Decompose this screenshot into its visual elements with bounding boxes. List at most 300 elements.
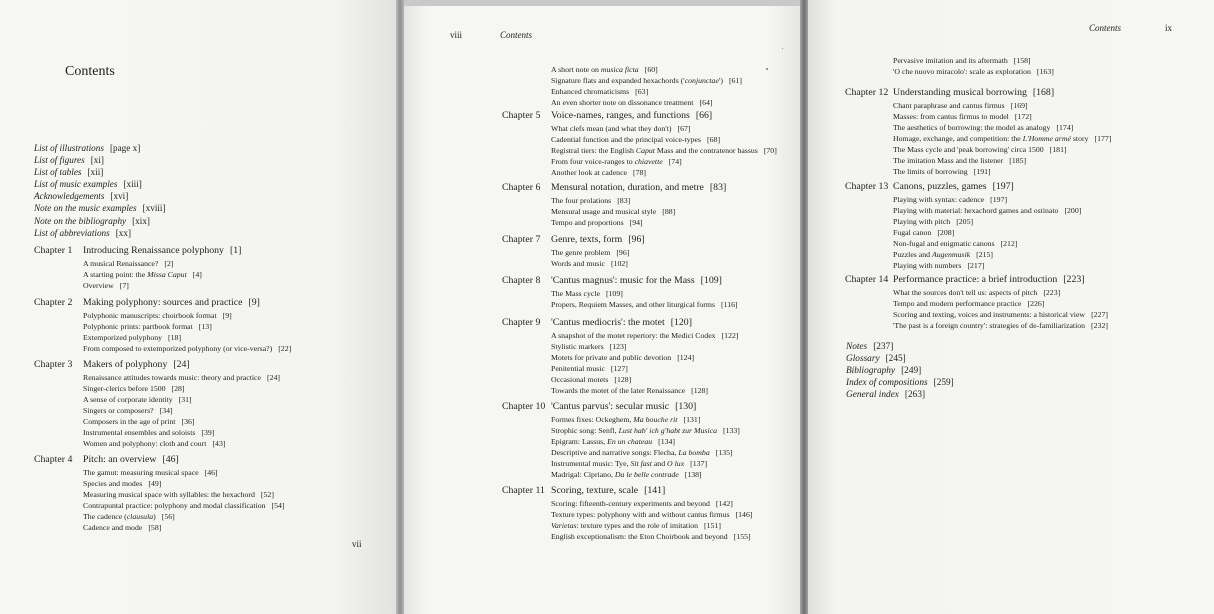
chapter-page: [120] — [670, 317, 692, 328]
entry-title: List of illustrations — [34, 143, 104, 153]
chapter-title-text: Voice-names, ranges, and functions — [551, 110, 690, 121]
section-title-part: L'Homme armé — [1022, 134, 1071, 143]
section-page: [102] — [610, 259, 628, 268]
chapter-page: [96] — [628, 234, 645, 245]
chapter-title-text: Scoring, texture, scale — [551, 485, 639, 496]
section-page: [208] — [937, 228, 955, 237]
chapter-title-text: Introducing Renaissance polyphony — [83, 245, 224, 256]
section-list — [893, 194, 1081, 271]
entry-page: [xix] — [132, 215, 150, 226]
front-matter-entry[interactable] — [34, 142, 166, 154]
section-title-part: Contrapuntal practice: polyphony and modal classification — [83, 501, 266, 510]
section-title-part: The Mass cycle — [551, 289, 600, 298]
middle-page — [404, 6, 800, 614]
section-title-part: A short note on — [551, 65, 601, 74]
entry-page: [xx] — [115, 227, 132, 238]
entry-title: Notes — [846, 342, 868, 352]
section-page: [96] — [616, 248, 630, 257]
entry-page: [xiii] — [123, 179, 142, 190]
section-title-part: Enhanced chromaticisms — [551, 87, 630, 96]
section-entry[interactable] — [83, 438, 280, 449]
section-entry[interactable] — [551, 134, 777, 145]
section-list — [83, 310, 291, 354]
section-page: [133] — [723, 426, 740, 435]
chapter-label: Chapter 6 — [502, 182, 541, 193]
section-title-part: Another look at cadence — [551, 168, 627, 177]
section-entry[interactable] — [83, 372, 280, 383]
section-page: [78] — [633, 168, 646, 177]
section-page: [191] — [973, 167, 991, 176]
section-entry[interactable] — [551, 247, 629, 258]
section-title-part: Occasional motets — [551, 375, 609, 384]
entry-page: [xvi] — [110, 191, 129, 202]
section-list — [551, 330, 738, 396]
section-title-part: Lust hab' ich g'habt zur Musica — [618, 426, 717, 435]
section-entry[interactable] — [893, 194, 1081, 205]
section-list — [893, 287, 1108, 331]
section-entry[interactable] — [893, 249, 1081, 260]
entry-title: List of abbreviations — [34, 227, 110, 238]
section-entry[interactable] — [551, 86, 742, 97]
paper-speck — [766, 68, 768, 70]
chapter-page: [197] — [992, 181, 1014, 192]
section-entry[interactable] — [551, 75, 742, 86]
section-title-part: O lux — [667, 459, 685, 468]
section-page: [151] — [704, 521, 721, 530]
front-matter-list — [34, 142, 166, 239]
chapter-title-text: 'Cantus magnus': music for the Mass — [551, 275, 695, 286]
section-entry[interactable] — [83, 511, 285, 522]
section-entry[interactable] — [551, 363, 738, 374]
chapter-label: Chapter 3 — [34, 359, 73, 370]
section-entry[interactable] — [893, 216, 1081, 227]
right-page — [808, 0, 1214, 614]
back-matter-entry[interactable] — [846, 341, 954, 353]
section-title-part: Species and modes — [83, 479, 143, 488]
chapter-label: Chapter 9 — [502, 317, 541, 328]
section-page: [127] — [610, 364, 628, 373]
section-title-part: Homage, exchange, and competition: the — [893, 134, 1023, 143]
chapter-title[interactable] — [83, 454, 179, 465]
section-title-part: The limits of borrowing — [893, 167, 968, 176]
section-entry[interactable] — [551, 498, 752, 509]
section-list — [551, 498, 752, 542]
section-page: [43] — [212, 439, 226, 448]
section-title-part: ) — [153, 512, 156, 521]
section-entry[interactable] — [551, 414, 740, 425]
section-page: [223] — [1043, 288, 1061, 297]
section-title-part: ') — [718, 76, 723, 85]
section-title-part: Playing with material: hexachord games and ostinato — [893, 206, 1059, 215]
section-entry[interactable] — [551, 436, 740, 447]
section-entry[interactable] — [83, 258, 202, 269]
section-title-part: A starting point: the — [83, 270, 148, 279]
section-title-part: The gamut: measuring musical space — [83, 468, 199, 477]
section-entry[interactable] — [83, 310, 291, 321]
section-entry[interactable] — [551, 64, 742, 75]
section-page: [185] — [1009, 156, 1027, 165]
section-entry[interactable] — [551, 469, 740, 480]
section-list — [83, 372, 280, 449]
chapter-label: Chapter 7 — [502, 234, 541, 245]
chapter-page: [168] — [1032, 87, 1055, 98]
section-entry[interactable] — [551, 509, 752, 520]
section-list — [83, 467, 285, 533]
back-matter-list — [846, 341, 954, 401]
section-title-part: Mensural usage and musical style — [551, 207, 657, 216]
entry-title: Acknowledgements — [34, 191, 105, 202]
section-list — [551, 288, 738, 310]
chapter-title[interactable] — [83, 297, 260, 308]
section-entry[interactable] — [551, 156, 777, 167]
section-title-part: Non-fugal and enigmatic canons — [893, 239, 995, 248]
section-entry[interactable] — [551, 167, 777, 178]
entry-page: [245] — [885, 354, 906, 365]
section-page: [177] — [1094, 134, 1112, 143]
section-title-part: Tempo and proportions — [551, 218, 624, 227]
section-list — [893, 100, 1111, 177]
section-page: [36] — [181, 417, 195, 426]
section-title-part: Registral tiers: the English — [551, 146, 636, 155]
front-matter-entry[interactable] — [34, 178, 166, 190]
section-page: [58] — [148, 523, 162, 532]
chapter-label: Chapter 12 — [845, 87, 889, 98]
section-page: [142] — [715, 499, 733, 508]
entry-page: [237] — [873, 342, 894, 352]
section-list — [551, 195, 675, 228]
section-entry[interactable] — [83, 269, 202, 280]
section-title-part: A snapshot of the motet repertory: the Medici Codex — [551, 331, 716, 340]
section-page: [94] — [629, 218, 643, 227]
section-page: [138] — [684, 470, 702, 479]
section-page: [83] — [617, 196, 631, 205]
section-entry[interactable] — [893, 122, 1111, 133]
chapter-title-text: 'Cantus mediocris': the motet — [551, 317, 665, 328]
entry-page: [259] — [933, 378, 954, 389]
section-title-part: Tempo and modern performance practice — [893, 299, 1022, 308]
chapter-title[interactable] — [893, 87, 1054, 98]
section-page: [52] — [260, 490, 274, 499]
section-title-part: La bomba — [678, 448, 710, 457]
section-title-part: Formes fixes: Ockeghem, — [551, 415, 634, 424]
section-entry[interactable] — [893, 133, 1111, 144]
section-entry[interactable] — [893, 287, 1108, 298]
section-entry[interactable] — [551, 385, 738, 396]
section-page: [70] — [763, 146, 777, 155]
running-head: Contents — [1089, 23, 1122, 33]
section-entry[interactable] — [551, 195, 675, 206]
section-page: [122] — [721, 331, 739, 340]
chapter-title[interactable] — [551, 110, 712, 121]
section-entry[interactable] — [83, 416, 280, 427]
chapter-title-text: Performance practice: a brief introduction — [893, 274, 1058, 285]
section-title-part: Sit fast — [630, 459, 652, 468]
section-title-part: Playing with syntax: cadence — [893, 195, 985, 204]
entry-page: [page x] — [109, 143, 141, 153]
section-title-part: Texture types: polyphony with and without cantus firmus — [551, 510, 730, 519]
section-entry[interactable] — [893, 166, 1111, 177]
chapter-title-text: Makers of polyphony — [83, 359, 168, 370]
section-entry[interactable] — [893, 100, 1111, 111]
section-entry[interactable] — [83, 522, 285, 533]
chapter-title-text: Genre, texts, form — [551, 234, 623, 245]
section-title-part: Singer-clerics before 1500 — [83, 384, 166, 393]
section-page: [227] — [1091, 310, 1108, 319]
entry-title: Note on the bibliography — [34, 215, 127, 226]
section-entry[interactable] — [893, 260, 1081, 271]
chapter-title-text: Canons, puzzles, games — [893, 181, 987, 192]
chapter-label: Chapter 1 — [34, 245, 73, 256]
section-entry[interactable] — [893, 238, 1081, 249]
section-title-part: chiavette — [634, 157, 663, 166]
section-title-part: Chant paraphrase and cantus firmus — [893, 101, 1005, 110]
book-gutter — [396, 0, 404, 614]
section-page: [34] — [159, 406, 173, 415]
section-entry[interactable] — [893, 320, 1108, 331]
section-page: [4] — [192, 270, 202, 279]
section-entry[interactable] — [83, 332, 291, 343]
section-title-part: Cadential function and the principal voice-types — [551, 135, 702, 144]
section-title-part: Cadence and mode — [83, 523, 143, 532]
section-page: [163] — [1036, 67, 1054, 76]
section-entry[interactable] — [551, 217, 675, 228]
chapter-title[interactable] — [551, 485, 665, 496]
section-title-part: The aesthetics of borrowing: the model as analogy — [893, 123, 1051, 132]
continued-section-list — [551, 64, 742, 108]
chapter-title[interactable] — [83, 245, 241, 256]
section-title-part: What the sources don't tell us: aspects of pitch — [893, 288, 1038, 297]
section-entry[interactable] — [551, 206, 675, 217]
section-page: [22] — [278, 344, 292, 353]
section-entry[interactable] — [551, 458, 740, 469]
chapter-title[interactable] — [893, 181, 1014, 192]
entry-page: [249] — [901, 366, 922, 377]
chapter-title-text: Pitch: an overview — [83, 454, 157, 465]
page-folio: viii — [450, 30, 463, 40]
section-entry[interactable] — [551, 97, 742, 108]
chapter-label: Chapter 5 — [502, 110, 541, 121]
section-title-part: Instrumental ensembles and soloists — [83, 428, 196, 437]
chapter-page: [9] — [248, 297, 260, 308]
section-entry[interactable] — [893, 155, 1111, 166]
entry-title: Bibliography — [846, 366, 896, 377]
running-head: Contents — [500, 30, 533, 40]
section-page: [68] — [707, 135, 721, 144]
back-matter-entry[interactable] — [846, 365, 954, 377]
section-title-part: Scoring and texting, voices and instruments: a historical view — [893, 310, 1086, 319]
section-entry[interactable] — [551, 341, 738, 352]
section-title-part: Masses: from cantus firmus to model — [893, 112, 1009, 121]
section-title-part: Puzzles and — [893, 250, 932, 259]
section-entry[interactable] — [551, 258, 629, 269]
section-page: [215] — [976, 250, 993, 259]
section-page: [135] — [715, 448, 733, 457]
section-title-part: conjunctae — [684, 76, 719, 85]
chapter-label: Chapter 8 — [502, 275, 541, 286]
section-entry[interactable] — [551, 299, 738, 310]
chapter-title[interactable] — [551, 182, 726, 193]
section-entry[interactable] — [83, 280, 202, 291]
front-matter-entry[interactable] — [34, 227, 166, 239]
back-matter-entry[interactable] — [846, 389, 954, 401]
back-matter-entry[interactable] — [846, 377, 954, 389]
chapter-label: Chapter 14 — [845, 274, 889, 285]
section-title-part: Instrumental music: Tye, — [551, 459, 631, 468]
section-title-part: Women and polyphony: cloth and court — [83, 439, 207, 448]
section-title-part: Towards the motet of the later Renaissance — [551, 386, 686, 395]
chapter-title[interactable] — [551, 234, 645, 245]
section-entry[interactable] — [83, 427, 280, 438]
chapter-title[interactable] — [83, 359, 190, 370]
section-title-part: En un chateau — [607, 437, 653, 446]
chapter-page: [83] — [709, 182, 727, 193]
chapter-page: [46] — [162, 454, 179, 465]
section-title-part: Signature flats and expanded hexachords (' — [551, 76, 685, 85]
entry-title: List of figures — [34, 155, 85, 166]
section-page: [7] — [119, 281, 129, 290]
section-title-part: Playing with pitch — [893, 217, 951, 226]
front-matter-entry[interactable] — [34, 166, 166, 178]
section-page: [64] — [699, 98, 713, 107]
page-title: Contents — [65, 64, 115, 79]
section-title-part: A musical Renaissance? — [83, 259, 159, 268]
section-title-part: Da le belle contrade — [614, 470, 679, 479]
entry-page: [xi] — [90, 155, 104, 166]
chapter-title[interactable] — [551, 317, 692, 328]
chapter-title-text: 'Cantus parvus': secular music — [551, 401, 670, 412]
section-page: [155] — [733, 532, 751, 541]
section-entry[interactable] — [551, 330, 738, 341]
section-title-part: Stylistic markers — [551, 342, 604, 351]
section-title-part: An even shorter note on dissonance treatment — [551, 98, 694, 107]
section-title-part: Ma bouche rit — [633, 415, 678, 424]
section-entry[interactable] — [893, 111, 1111, 122]
section-title-part: Extemporized polyphony — [83, 333, 163, 342]
section-title-part: Varietas — [551, 521, 577, 530]
chapter-label: Chapter 13 — [845, 181, 889, 192]
front-matter-entry[interactable] — [34, 190, 166, 202]
chapter-page: [130] — [675, 401, 697, 412]
section-page: [61] — [728, 76, 742, 85]
section-page: [197] — [990, 195, 1008, 204]
section-entry[interactable] — [893, 227, 1081, 238]
section-entry[interactable] — [83, 383, 280, 394]
paper-speck — [782, 48, 783, 49]
continued-section-list — [893, 55, 1054, 77]
section-page: [28] — [171, 384, 185, 393]
front-matter-entry[interactable] — [34, 215, 166, 227]
section-list — [83, 258, 202, 291]
section-title-part: Polyphonic manuscripts: choirbook format — [83, 311, 217, 320]
entry-title: List of music examples — [34, 179, 118, 190]
section-entry[interactable] — [551, 288, 738, 299]
back-matter-entry[interactable] — [846, 353, 954, 365]
section-page: [18] — [168, 333, 182, 342]
section-page: [2] — [164, 259, 174, 268]
section-entry[interactable] — [83, 394, 280, 405]
section-page: [146] — [735, 510, 753, 519]
section-entry[interactable] — [83, 467, 285, 478]
section-entry[interactable] — [83, 500, 285, 511]
section-page: [39] — [201, 428, 215, 437]
section-entry[interactable] — [551, 374, 738, 385]
section-page: [124] — [677, 353, 695, 362]
section-title-part: 'O che nuovo miracolo': scale as exploration — [893, 67, 1031, 76]
section-entry[interactable] — [551, 425, 740, 436]
section-title-part: Composers in the age of print — [83, 417, 176, 426]
section-page: [74] — [668, 157, 682, 166]
section-page: [24] — [266, 373, 280, 382]
section-entry[interactable] — [893, 309, 1108, 320]
section-title-part: Missa Caput — [147, 270, 187, 279]
section-entry[interactable] — [551, 447, 740, 458]
chapter-title[interactable] — [551, 275, 722, 286]
chapter-label: Chapter 10 — [502, 401, 546, 412]
section-entry[interactable] — [551, 352, 738, 363]
section-page: [56] — [161, 512, 175, 521]
section-title-part: Overview — [83, 281, 114, 290]
section-page: [232] — [1091, 321, 1108, 330]
section-page: [109] — [605, 289, 623, 298]
section-title-part: The imitation Mass and the listener — [893, 156, 1004, 165]
section-page: [67] — [677, 124, 691, 133]
section-entry[interactable] — [893, 298, 1108, 309]
section-entry[interactable] — [893, 205, 1081, 216]
chapter-label: Chapter 4 — [34, 454, 73, 465]
section-entry[interactable] — [83, 321, 291, 332]
front-matter-entry[interactable] — [34, 202, 166, 214]
chapter-title[interactable] — [551, 401, 696, 412]
entry-title: Index of compositions — [846, 378, 928, 389]
section-page: [128] — [691, 386, 709, 395]
chapter-title[interactable] — [893, 274, 1085, 285]
section-page: [116] — [721, 300, 738, 309]
section-entry[interactable] — [893, 55, 1054, 66]
section-page: [205] — [956, 217, 974, 226]
section-page: [212] — [1000, 239, 1018, 248]
entry-title: Glossary — [846, 354, 880, 365]
section-page: [46] — [204, 468, 218, 477]
section-title-part: Propers, Requiem Masses, and other liturgical forms — [551, 300, 715, 309]
section-entry[interactable] — [551, 145, 777, 156]
section-page: [9] — [222, 311, 232, 320]
section-entry[interactable] — [83, 478, 285, 489]
section-title-part: musica ficta — [600, 65, 639, 74]
section-page: [169] — [1010, 101, 1028, 110]
section-entry[interactable] — [83, 405, 280, 416]
section-entry[interactable] — [83, 489, 285, 500]
chapter-page: [109] — [700, 275, 722, 286]
section-entry[interactable] — [551, 531, 752, 542]
chapter-title-text: Mensural notation, duration, and metre — [551, 182, 704, 193]
section-page: [181] — [1049, 145, 1067, 154]
section-page: [63] — [635, 87, 649, 96]
section-title-part: What clefs mean (and what they don't) — [551, 124, 672, 133]
section-title-part: Renaissance attitudes towards music: theory and practice — [83, 373, 261, 382]
section-title-part: The Mass cycle and 'peak borrowing' circa 1500 — [893, 145, 1044, 154]
section-title-part: Augenmusik — [931, 250, 971, 259]
section-page: [158] — [1013, 56, 1031, 65]
section-entry[interactable] — [551, 123, 777, 134]
section-entry[interactable] — [893, 66, 1054, 77]
section-list — [551, 247, 629, 269]
section-entry[interactable] — [83, 343, 291, 354]
section-page: [49] — [148, 479, 162, 488]
section-entry[interactable] — [893, 144, 1111, 155]
section-list — [551, 123, 777, 178]
section-entry[interactable] — [551, 520, 752, 531]
front-matter-entry[interactable] — [34, 154, 166, 166]
